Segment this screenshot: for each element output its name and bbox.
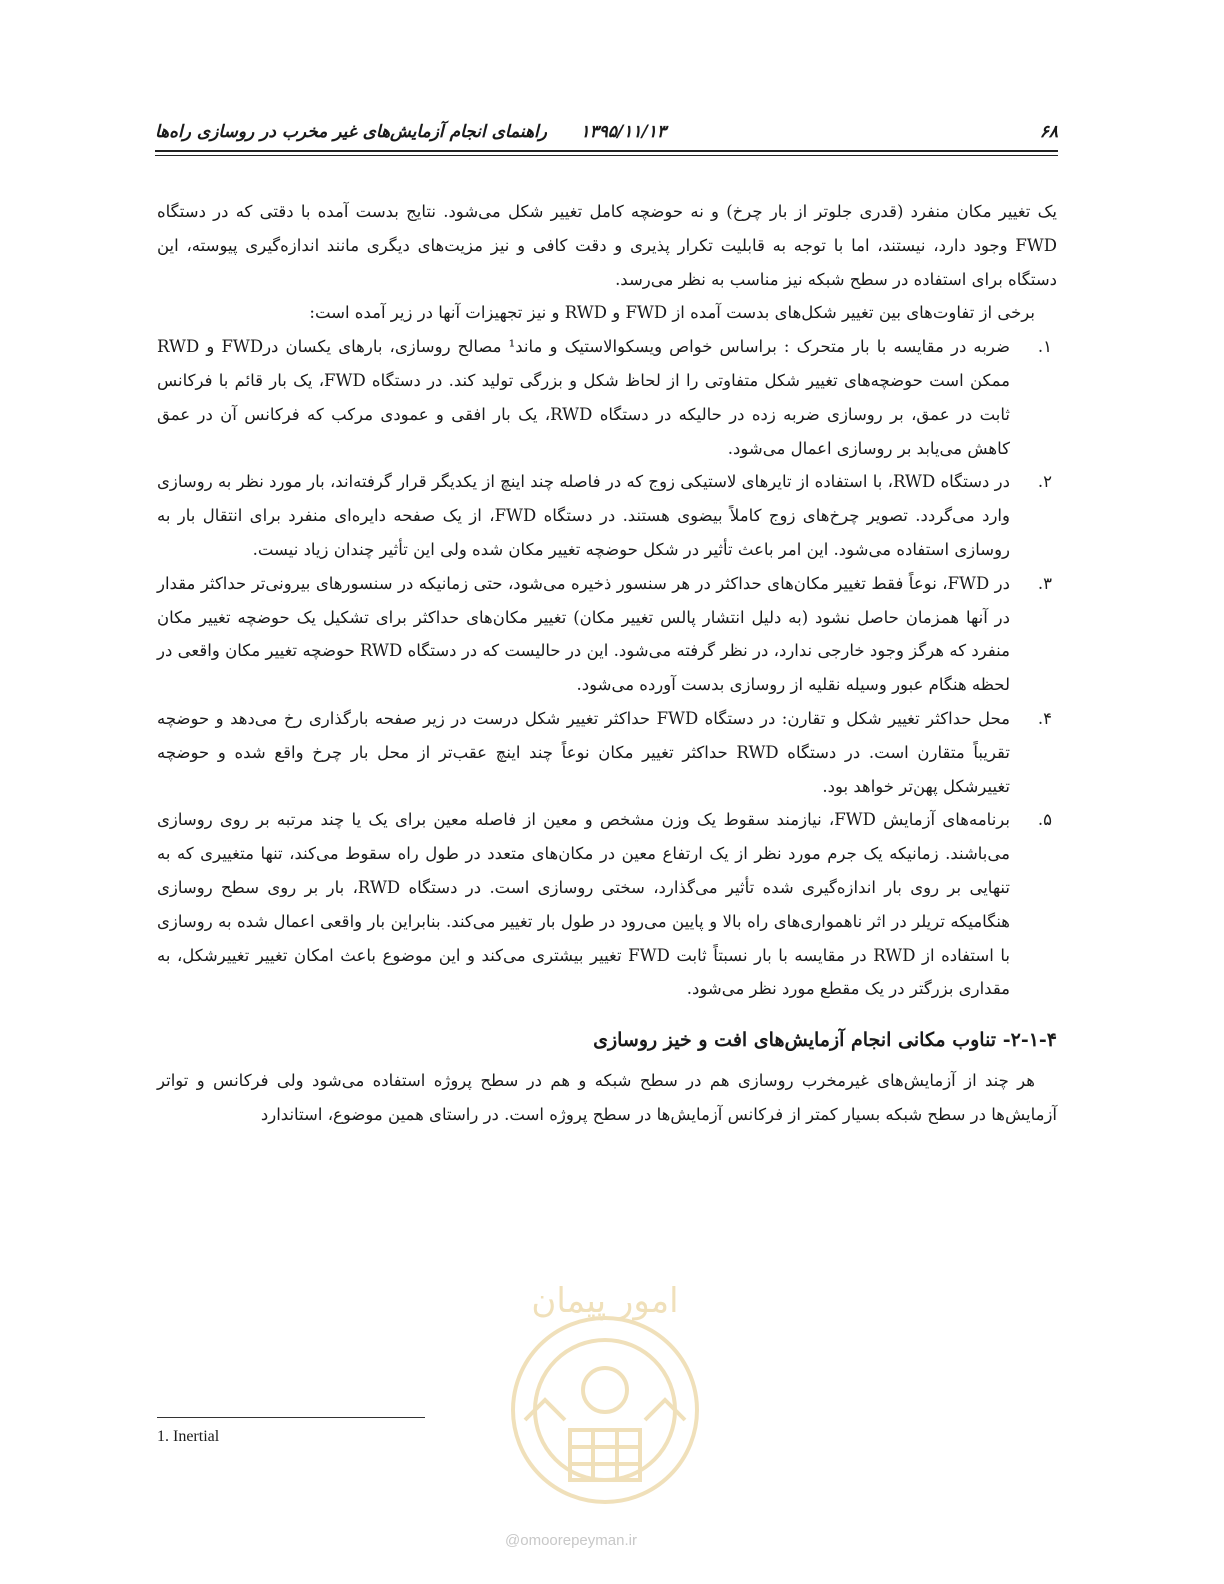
- list-item: [157, 702, 1052, 803]
- list-number: ۲.: [1037, 472, 1052, 492]
- paragraph: برخی از تفاوت‌های بین تغییر شکل‌های بدست آمده از FWD و RWD و نیز تجهیزات آنها در زیر آمده است:: [309, 303, 1035, 323]
- list-item: [157, 465, 1052, 566]
- list-item: [157, 567, 1052, 702]
- header-rule-thin: [155, 155, 1058, 156]
- watermark-url: @omoorepeyman.ir: [505, 1532, 637, 1549]
- main-content: [157, 195, 1057, 1132]
- list-item: [157, 330, 1052, 465]
- watermark-logo-text: امور پیمان: [531, 1281, 679, 1321]
- footnote-rule: [157, 1417, 425, 1418]
- list-item-text: در FWD، نوعاً فقط تغییر مکان‌های حداکثر در هر سنسور ذخیره می‌شود، حتی زمانیکه در سنسورهای بیرونی‌تر حداکثر مقدار در آنها همزمان حاصل نشود (به دلیل انتشار پالس تغییر مکان) تغییر مکان‌های حداکثر برای تشکیل یک حوضچه تغییر مکان منفرد که هرگز وجود خارجی ندارد، در نظر گرفته می‌شود. این در حالیست که در دستگاه RWD حوضچه تغییر مکان واقعی در لحظه هنگام عبور وسیله نقلیه از روسازی بدست آورده می‌شود.: [157, 573, 1010, 695]
- paragraph: یک تغییر مکان منفرد (قدری جلوتر از بار چرخ) و نه حوضچه کامل تغییر شکل می‌شود. نتایج بدست آمده با دقتی که در دستگاه FWD وجود دارد، نیستند، اما با توجه به قابلیت تکرار پذیری و دقت کافی و نیز مزیت‌های دیگری مانند اندازه‌گیری پیوسته، این دستگاه برای استفاده در سطح شبکه نیز مناسب به نظر می‌رسد.: [157, 202, 1057, 289]
- list-item-text: برنامه‌های آزمایش FWD، نیازمند سقوط یک وزن مشخص و معین از فاصله معین برای یک یا چند مرتبه بر روی روسازی می‌باشند. زمانیکه یک جرم مورد نظر از یک ارتفاع معین در مکان‌های متعدد در طول راه سقوط می‌کند، تنها متغییری که به تنهایی بر روی بار اندازه‌گیری شده تأثیر می‌گذارد، سختی روسازی است. در دستگاه RWD، بار بر روی سطح روسازی هنگامیکه تریلر در اثر ناهمواری‌های راه بالا و پایین می‌رود در طول بار تغییر می‌کند. بنابراین بار واقعی اعمال شده به روسازی با استفاده از RWD در مقایسه با بار نسبتاً ثابت FWD تغییر بیشتری می‌کند و این موضوع باعث امکان تغییر تغییرشکل، به مقداری بزرگتر در یک مقطع مورد نظر می‌شود.: [157, 810, 1010, 999]
- list-item-text: ضربه در مقایسه با بار متحرک : براساس خواص ویسکوالاستیک و ماند¹ مصالح روسازی، بارهای یکسان درFWD و RWD ممکن است حوضچه‌های تغییر شکل متفاوتی را از لحاظ شکل و بزرگی تولید کند. در دستگاه FWD، یک بار قائم با فرکانس ثابت در عمق، بر روسازی ضربه زده در حالیکه در دستگاه RWD، یک بار افقی و عمودی مرکب که فرکانس آن در عمق کاهش می‌یابد بر روسازی اعمال می‌شود.: [157, 337, 1010, 458]
- section-heading: ۲-۱-۴- تناوب مکانی انجام آزمایش‌های افت و خیز روسازی: [593, 1029, 1057, 1052]
- page-header: [155, 118, 1058, 154]
- watermark-logo-icon: [485, 1270, 725, 1520]
- list-item-text: در دستگاه RWD، با استفاده از تایرهای لاستیکی زوج که در فاصله چند اینچ از یکدیگر قرار گرفته‌اند، بار مورد نظر به روسازی وارد می‌گردد. تصویر چرخ‌های زوج کاملاً بیضوی هستند. در دستگاه FWD، از یک صفحه دایره‌ای منفرد برای انتقال بار به روسازی استفاده می‌شود. این امر باعث تأثیر در شکل حوضچه تغییر مکان شده ولی این تأثیر چندان زیاد نیست.: [157, 472, 1010, 559]
- list-number: ۵.: [1037, 810, 1052, 830]
- header-date: ۱۳۹۵/۱۱/۱۳: [580, 122, 666, 142]
- footnote: 1. Inertial: [157, 1428, 220, 1445]
- list-number: ۴.: [1037, 708, 1052, 728]
- paragraph: هر چند از آزمایش‌های غیرمخرب روسازی هم در سطح شبکه و هم در سطح پروژه استفاده می‌شود ولی فرکانس و تواتر آزمایش‌ها در سطح شبکه بسیار کمتر از فرکانس آزمایش‌ها در سطح پروژه است. در راستای همین موضوع، استاندارد: [157, 1071, 1057, 1124]
- running-title: راهنمای انجام آزمایش‌های غیر مخرب در روسازی راه‌ها: [155, 122, 547, 142]
- list-number: ۱.: [1037, 337, 1052, 357]
- numbered-list: [157, 330, 1057, 1006]
- page-number: ۶۸: [1039, 122, 1058, 142]
- list-item-text: محل حداکثر تغییر شکل و تقارن: در دستگاه FWD حداکثر تغییر شکل درست در زیر صفحه بارگذاری رخ می‌دهد و حوضچه تقریباً متقارن است. در دستگاه RWD حداکثر تغییر مکان نوعاً چند اینچ عقب‌تر از محل بار چرخ واقع شده و حوضچه تغییرشکل پهن‌تر خواهد بود.: [157, 708, 1010, 796]
- header-rule-thick: [155, 150, 1058, 152]
- list-item: [157, 803, 1052, 1006]
- list-number: ۳.: [1037, 573, 1052, 593]
